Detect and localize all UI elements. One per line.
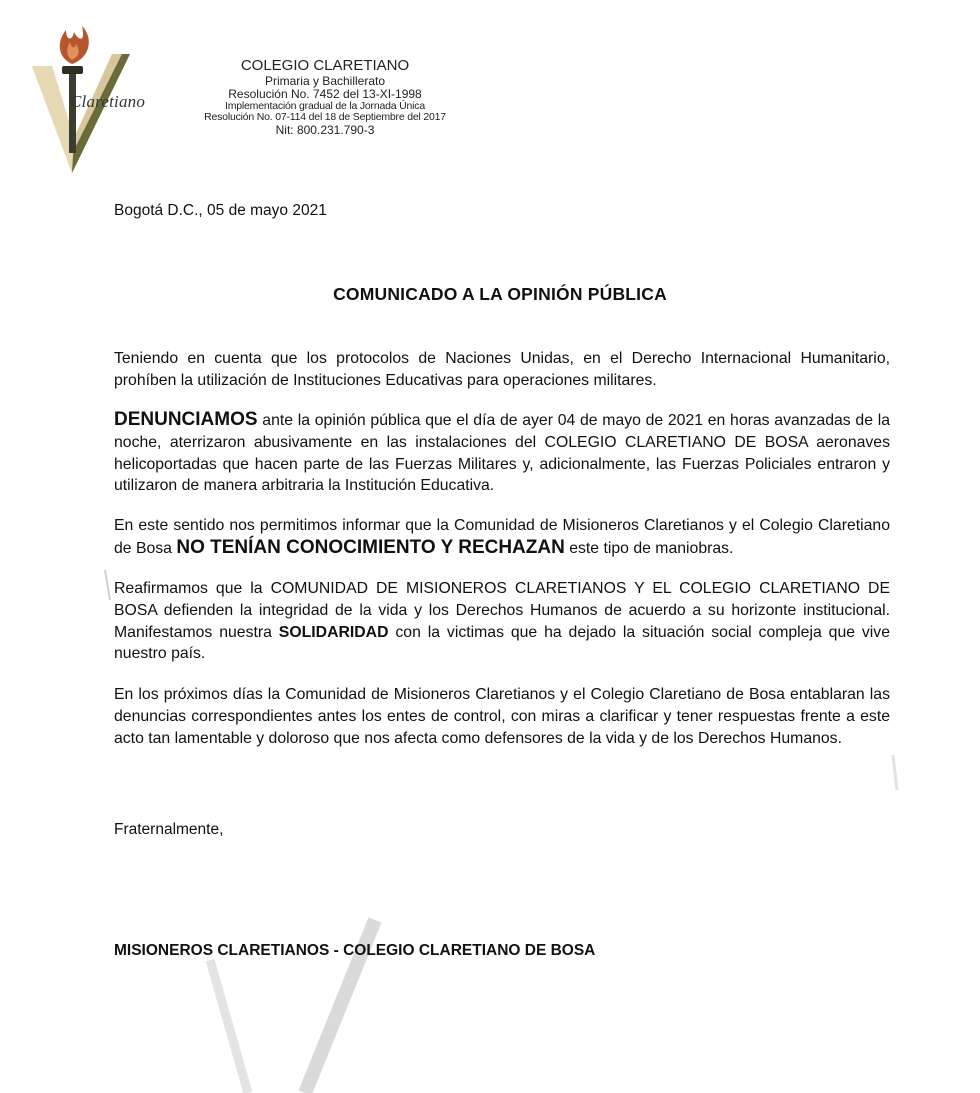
paragraph-1: Teniendo en cuenta que los protocolos de Naciones Unidas, en el Derecho Internacional Humanitario, prohíben la utilización de Instituciones Educativas para operaciones militares. (114, 350, 890, 389)
school-level: Primaria y Bachillerato (264, 73, 386, 88)
school-name: COLEGIO CLARETIANO (240, 57, 410, 74)
nit-number: Nit: 800.231.790-3 (275, 122, 375, 137)
letterhead (185, 58, 465, 137)
closing-salutation: Fraternalmente, (114, 821, 224, 838)
resolution-2: Resolución No. 07-114 del 18 de Septiembre del 2017 (204, 111, 446, 124)
paragraph-5: En los próximos días la Comunidad de Misioneros Claretianos y el Colegio Claretiano de Bosa entablaran las denuncias correspondientes antes los entes de control, con miras a clarificar y tener respuestas frente a este acto tan lamentable y doloroso que nos afecta como defensores de la vida y de los Derechos Humanos. (114, 686, 890, 747)
paragraph-3-start: En este sentido nos permitimos informar que la Comunidad de Misioneros Claretianos y el Colegio Claretiano de Bosa (114, 517, 890, 557)
paragraph-4 (114, 578, 890, 665)
paragraph-3 (114, 515, 890, 560)
paragraph-2 (114, 409, 890, 497)
signature-line: MISIONEROS CLARETIANOS - COLEGIO CLARETIANO DE BOSA (114, 942, 596, 959)
paragraph-3-end: este tipo de maniobras. (564, 539, 734, 557)
solidarity-emphasis: SOLIDARIDAD (278, 623, 389, 641)
denunciamos-emphasis: DENUNCIAMOS (114, 409, 258, 430)
resolution-1: Resolución No. 7452 del 13-XI-1998 (228, 86, 422, 101)
letter-date: Bogotá D.C., 05 de mayo 2021 (114, 202, 327, 219)
implementation-note: Implementación gradual de la Jornada Única (225, 99, 425, 112)
logo-wordmark: Claretiano (70, 92, 146, 111)
rejection-emphasis: NO TENÍAN CONOCIMIENTO Y RECHAZAN (176, 536, 565, 558)
document-title: COMUNICADO A LA OPINIÓN PÚBLICA (333, 284, 667, 304)
paragraph-2-text: ante la opinión pública que el día de ayer 04 de mayo de 2021 en horas avanzadas de la noche, aterrizaron abusivamente en las instalaciones del COLEGIO CLARETIANO DE BOSA aeronaves helicoportadas que hacen parte de las Fuerzas Militares y, adicionalmente, las Fuerzas Policiales entraron y utilizaron de manera arbitraria la Institución Educativa. (114, 412, 890, 495)
paragraph-4-end: con la victimas que ha dejado la situación social compleja que vive nuestro país. (114, 623, 890, 663)
paragraph-4-start: Reafirmamos que la COMUNIDAD DE MISIONEROS CLARETIANOS Y EL COLEGIO CLARETIANO DE BOSA defienden la integridad de la vida y los Derechos Humanos de acuerdo a su horizonte institucional. Manifestamos nuestra (114, 580, 890, 641)
